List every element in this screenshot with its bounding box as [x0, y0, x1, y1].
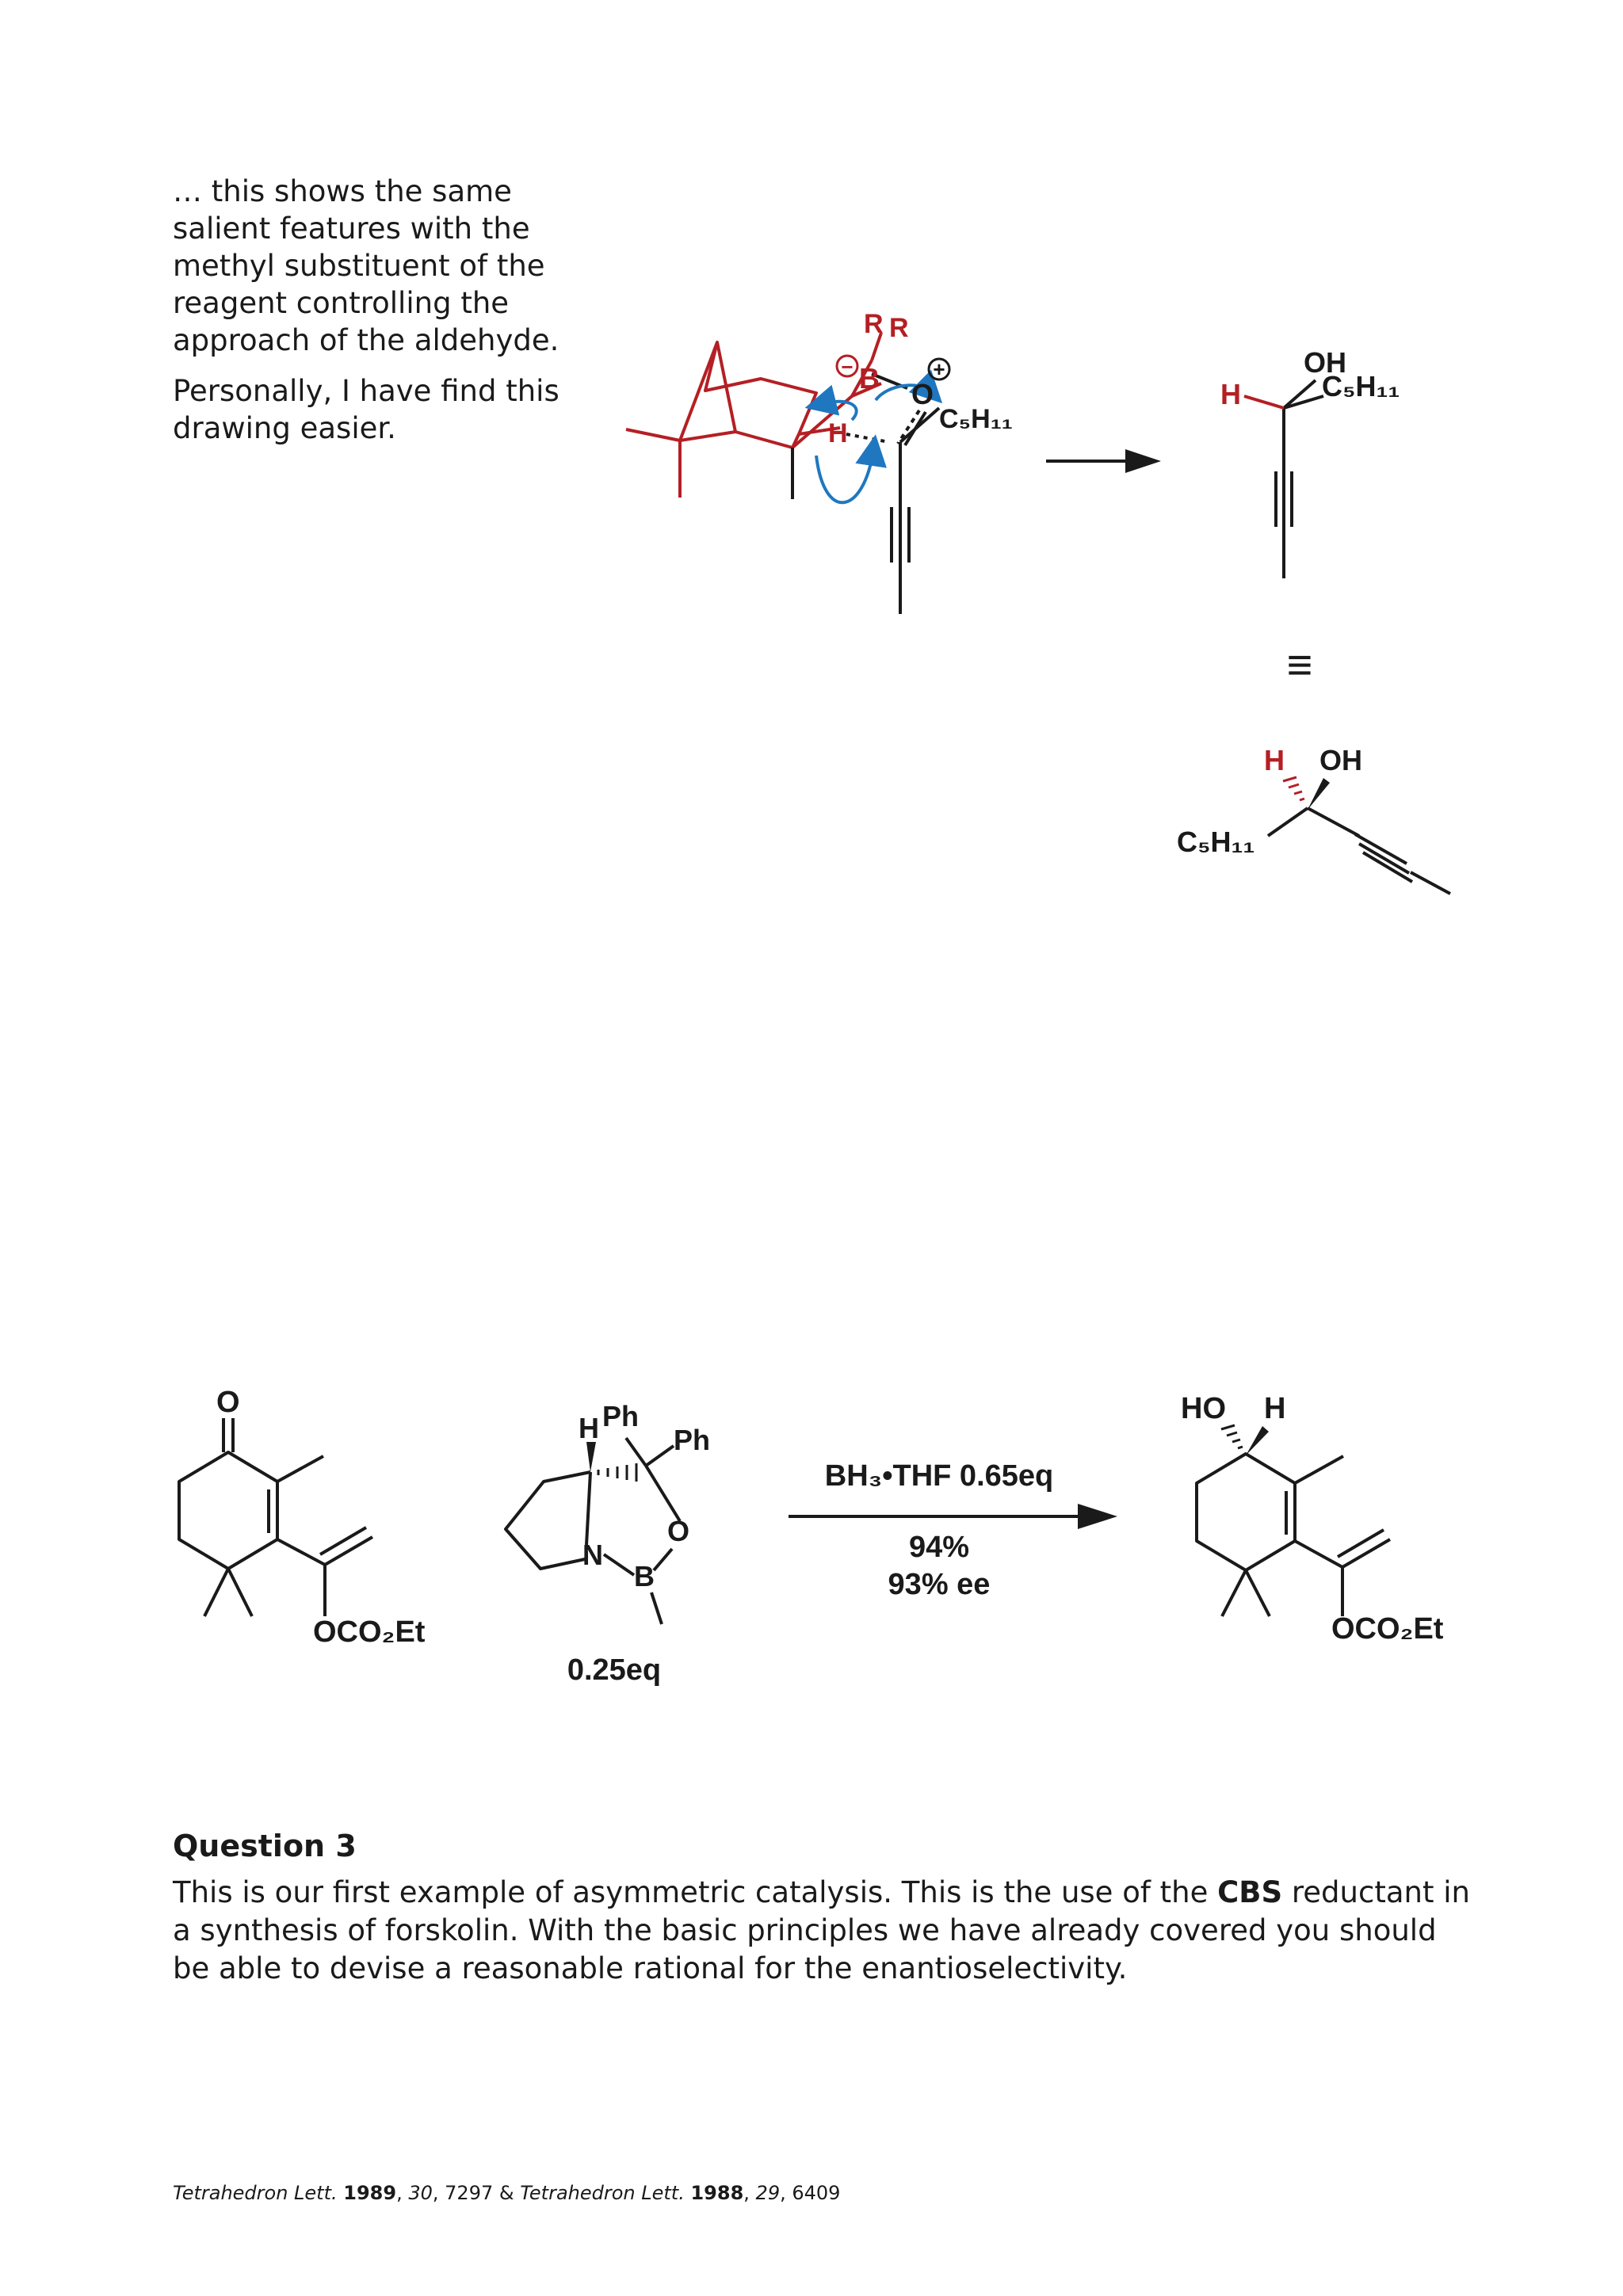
- prod-ho: HO: [1181, 1392, 1226, 1425]
- cat-n: N: [582, 1539, 603, 1571]
- reaction-arrow-2: [789, 1459, 1117, 1601]
- curly-arrow-3: [816, 450, 873, 502]
- label-c5h11: C₅H₁₁: [939, 404, 1013, 434]
- citation-year-2: 1988: [690, 2182, 744, 2204]
- question-body-bold: CBS: [1217, 1875, 1283, 1909]
- label-r1: R: [864, 309, 884, 339]
- equivalence-symbol: ≡: [1286, 639, 1313, 689]
- sm-oco2et: OCO₂Et: [313, 1615, 426, 1649]
- citation-volume-2: 29: [755, 2182, 781, 2204]
- cat-ph2: Ph: [674, 1424, 711, 1456]
- ee-label: 93% ee: [888, 1568, 991, 1601]
- intro-paragraph-1: … this shows the same salient features with the methyl substituent of the reagent controlling the approach of the aldehyde.: [173, 174, 559, 357]
- product2-oh: OH: [1319, 744, 1362, 776]
- intro-paragraph-2: Personally, I have find this drawing easier.: [173, 374, 559, 445]
- citation-journal-2: Tetrahedron Lett.: [520, 2182, 685, 2204]
- yield-label: 94%: [908, 1531, 970, 1564]
- cat-b: B: [634, 1560, 655, 1592]
- transition-state-structure: [626, 309, 1013, 614]
- plus-charge: +: [933, 357, 945, 381]
- cat-o: O: [667, 1515, 690, 1547]
- question-body: [173, 1874, 1480, 1988]
- product2-h: H: [1264, 744, 1285, 776]
- starting-material-enone: [179, 1386, 426, 1649]
- product-alcohol-1: [1220, 346, 1400, 578]
- prod-h: H: [1264, 1392, 1286, 1425]
- product-allylic-alcohol: [1181, 1392, 1444, 1646]
- prod-oco2et: OCO₂Et: [1331, 1612, 1444, 1646]
- question-body-part1: This is our first example of asymmetric catalysis. This is the use of the: [173, 1875, 1218, 1909]
- label-r2: R: [889, 313, 909, 343]
- citation-volume-1: 30: [408, 2182, 433, 2204]
- citation-pages-1: , 7297 &: [432, 2182, 521, 2204]
- minus-charge: −: [841, 355, 854, 379]
- product2-c5h11: C₅H₁₁: [1177, 826, 1255, 858]
- product1-h: H: [1220, 378, 1241, 410]
- question-title: Question 3: [173, 1829, 357, 1863]
- question-body-part2: reductant in a synthesis of forskolin. With the basic principles we have already covered you should be able to devise a reasonable rational for the enantioselectivity.: [173, 1875, 1470, 1985]
- citation-journal-1: Tetrahedron Lett.: [173, 2182, 338, 2204]
- cat-equivalents: 0.25eq: [567, 1653, 662, 1687]
- label-boron: B: [859, 362, 880, 395]
- product-alcohol-2: [1177, 744, 1450, 894]
- cat-ph1: Ph: [602, 1400, 640, 1432]
- citation: Tetrahedron Lett. 1989, 30, 7297 & Tetrahedron Lett. 1988, 29, 6409: [173, 2182, 841, 2204]
- product1-c5h11: C₅H₁₁: [1322, 370, 1400, 402]
- reagent-label: BH₃•THF 0.65eq: [824, 1459, 1054, 1493]
- sm-oxygen: O: [216, 1386, 240, 1419]
- citation-pages-2: , 6409: [780, 2182, 841, 2204]
- product1-oh: OH: [1304, 346, 1346, 379]
- cbs-catalyst: [506, 1400, 710, 1687]
- reaction-arrow-1: [1046, 449, 1161, 473]
- label-hydride: H: [828, 418, 848, 448]
- cat-h: H: [579, 1412, 599, 1444]
- citation-year-1: 1989: [343, 2182, 397, 2204]
- label-oxygen: O: [911, 378, 934, 410]
